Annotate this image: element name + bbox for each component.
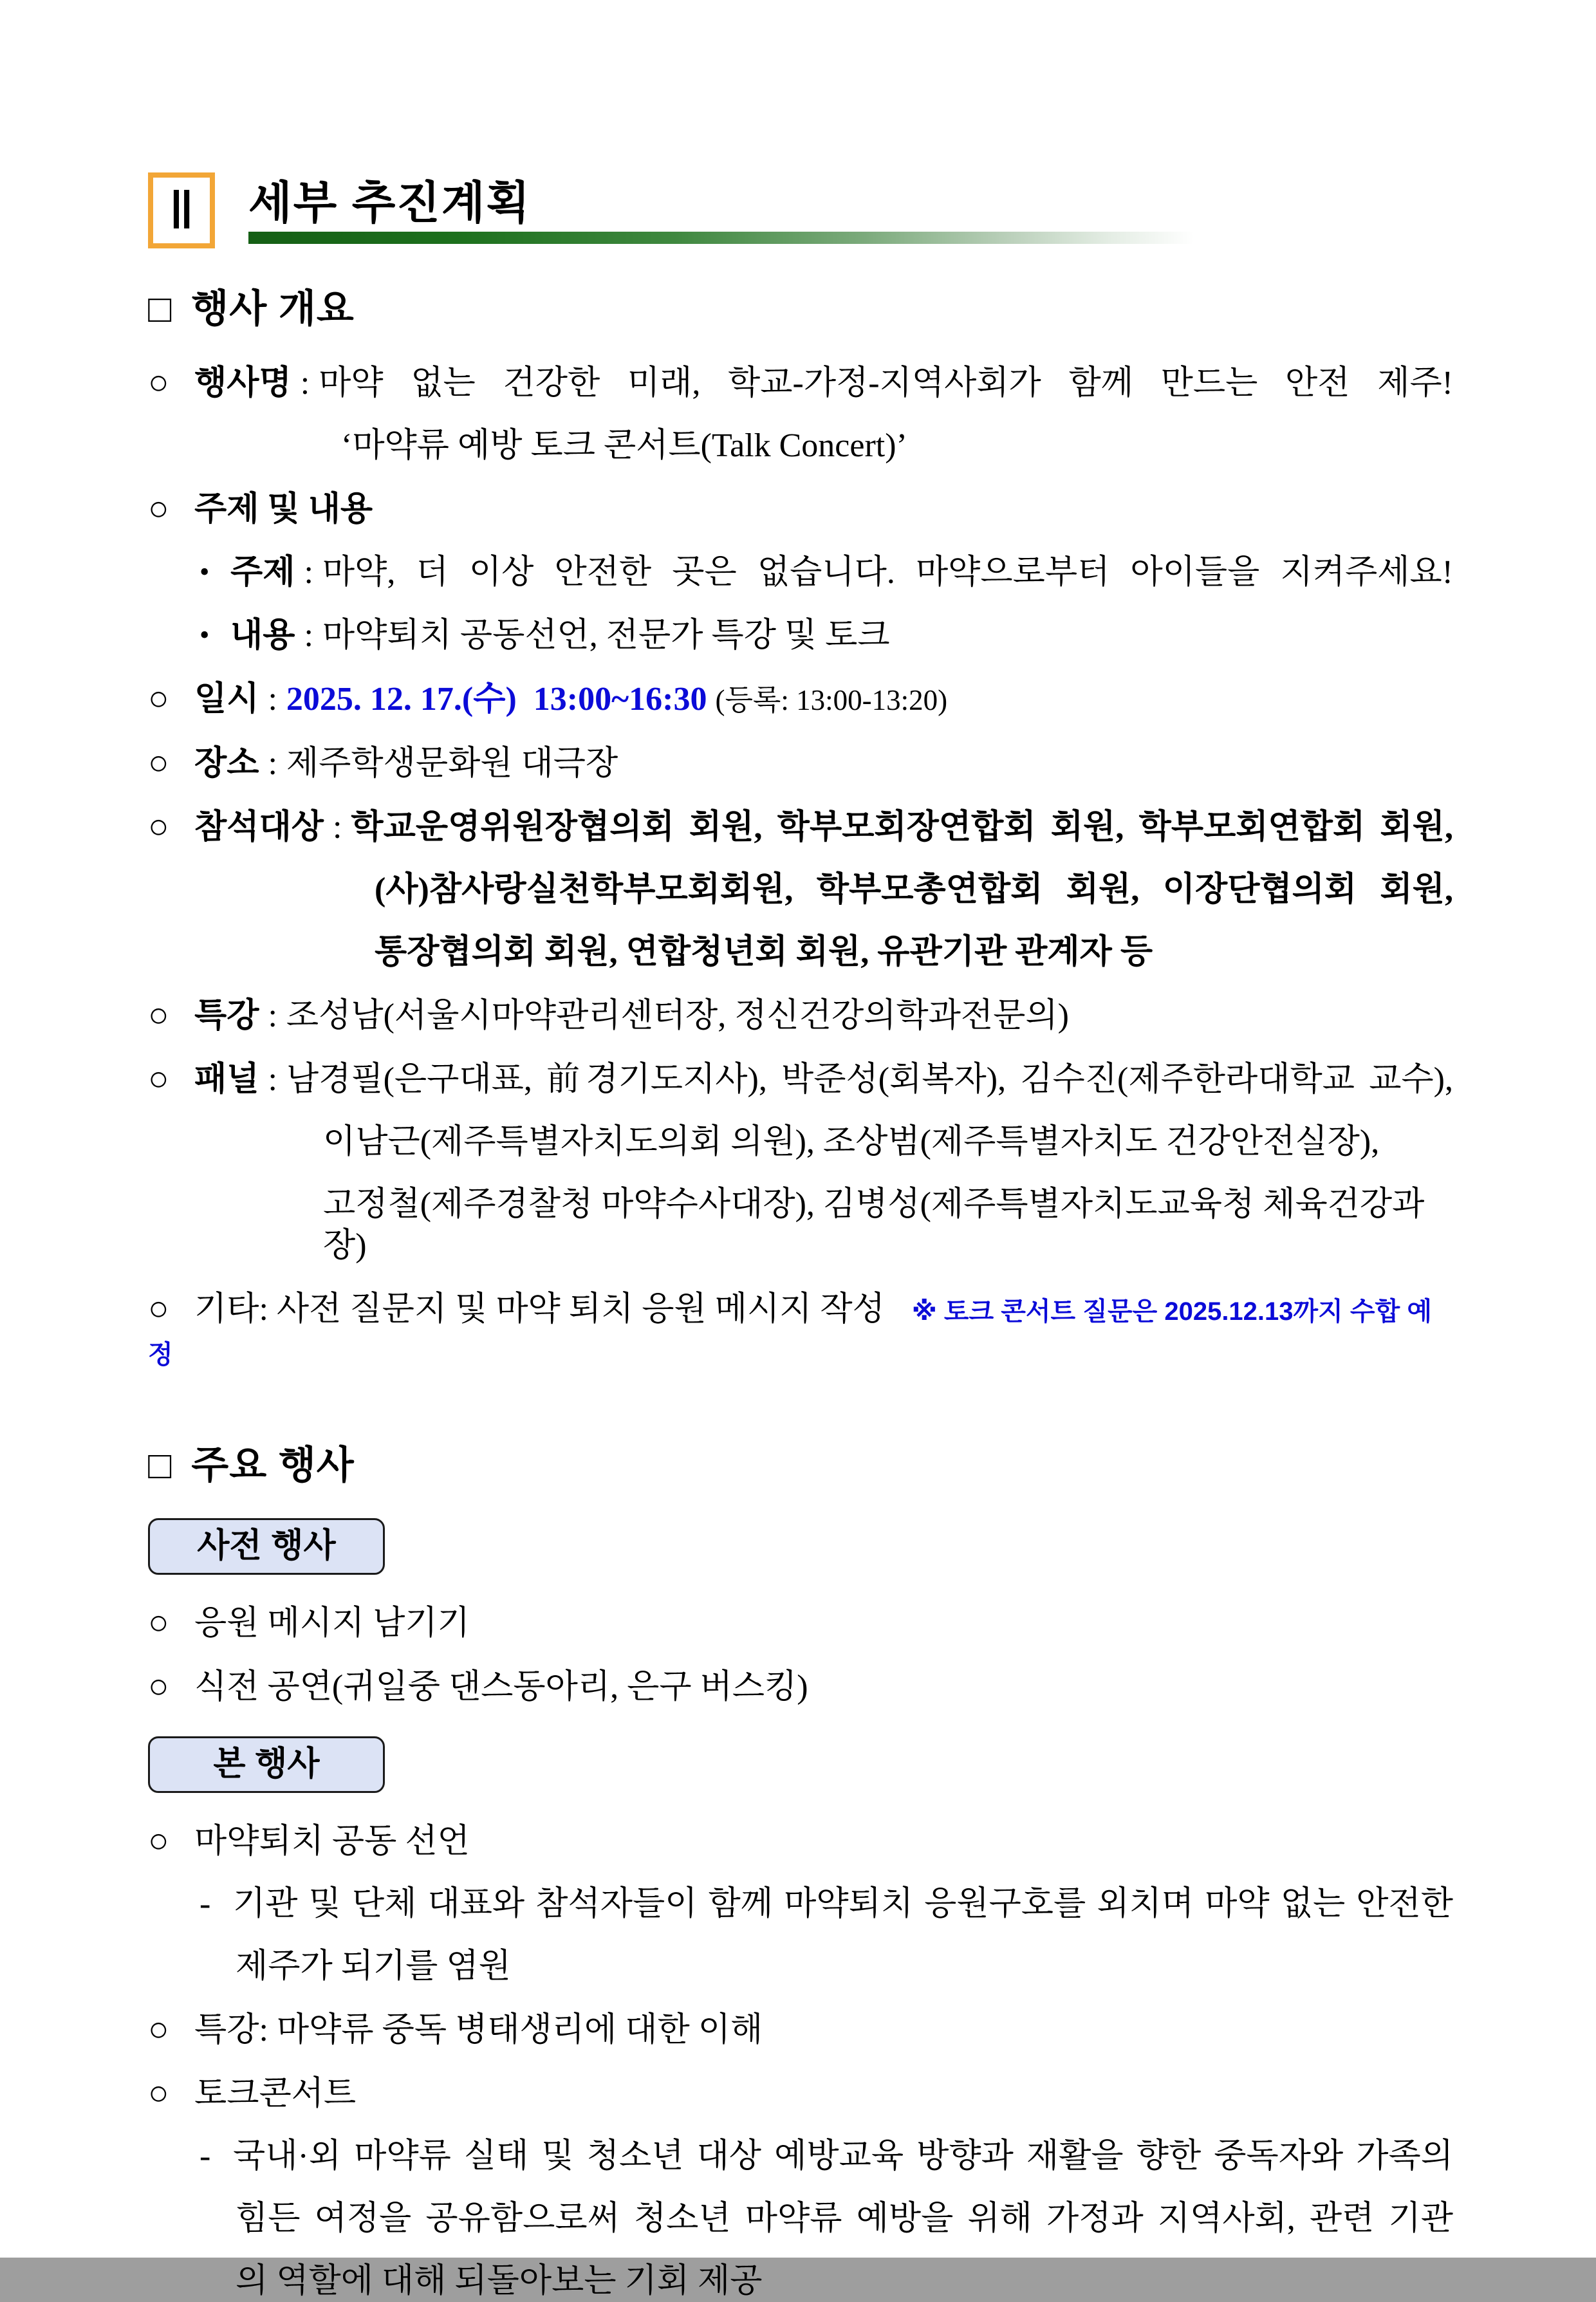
attendees-text: 학교운영위원장협의회 회원, 학부모회장연합회 회원, 학부모회연합회 회원, [351, 809, 1453, 846]
title-underline-bar [248, 232, 1194, 244]
talk-concert-title: 토크콘서트 [194, 2075, 357, 2112]
declaration-desc-cont: 제주가 되기를 염원 [236, 1948, 511, 1985]
pre-event-badge: 사전 행사 [148, 1518, 385, 1575]
lecture-label: 특강 [194, 998, 259, 1034]
pre-event-item-text: 응원 메시지 남기기 [194, 1605, 470, 1642]
pre-event-badge-row [148, 1518, 1453, 1575]
declaration-title: 마약퇴치 공동 선언 [194, 1823, 470, 1860]
circle-bullet-icon: ○ [148, 679, 169, 718]
talk-concert-desc-row [148, 2136, 1453, 2177]
section-title-wrap [248, 178, 1194, 244]
dot-bullet-icon: • [200, 619, 210, 651]
overview-heading [148, 286, 1453, 332]
etc-label: 기타: [194, 1291, 268, 1328]
main-lecture-text: 마약류 중독 병태생리에 대한 이해 [276, 2012, 763, 2048]
circle-bullet-icon: ○ [148, 1821, 169, 1860]
main-event-badge-row [148, 1736, 1453, 1793]
circle-bullet-icon: ○ [148, 2074, 169, 2112]
talk-concert-desc-cont: 힘든 여정을 공유함으로써 청소년 마약류 예방을 위해 가정과 지역사회, 관련 기관 [236, 2200, 1453, 2237]
circle-bullet-icon: ○ [148, 489, 169, 528]
circle-bullet-icon: ○ [148, 743, 169, 782]
circle-bullet-icon: ○ [148, 1289, 169, 1328]
main-event-badge: 본 행사 [148, 1736, 385, 1793]
dash-bullet-icon: - [200, 2138, 211, 2175]
square-bullet-icon: □ [148, 287, 172, 330]
talk-concert-title-row [148, 2072, 1453, 2115]
attendees-row-cont: (사)참사랑실천학부모회회원, 학부모총연합회 회원, 이장단협의회 회원, [375, 871, 1453, 908]
main-events-heading-label: 주요 행사 [191, 1443, 355, 1487]
circle-bullet-icon: ○ [148, 363, 169, 402]
topic-item-row [148, 615, 1453, 656]
section-number: Ⅱ [168, 181, 195, 240]
etc-text: 사전 질문지 및 마약 퇴치 응원 메시지 작성 [276, 1291, 885, 1328]
topic-item-label: 주제 [230, 554, 295, 591]
circle-bullet-icon: ○ [148, 807, 169, 846]
section-number-box [148, 172, 215, 248]
pre-event-item-row [148, 1666, 1453, 1708]
circle-bullet-icon: ○ [148, 2010, 169, 2048]
event-name-subtitle: ‘마약류 예방 토크 콘서트(Talk Concert)’ [341, 427, 907, 464]
circle-bullet-icon: ○ [148, 996, 169, 1034]
lecture-value: 조성남(서울시마약관리센터장, 정신건강의학과전문의) [286, 998, 1069, 1034]
square-bullet-icon: □ [148, 1443, 172, 1487]
colon-separator: : [268, 1061, 277, 1098]
colon-separator: : [268, 998, 277, 1034]
colon-separator: : [268, 681, 277, 718]
dot-bullet-icon: • [200, 556, 210, 588]
question-deadline-note: ※ 토크 콘서트 질문은 2025.12.13까지 수합 예정 [148, 1297, 1432, 1369]
venue-row [148, 742, 1453, 784]
datetime-row [148, 678, 1453, 721]
main-lecture-row [148, 2009, 1453, 2051]
datetime-value: 2025. 12. 17.(수) 13:00~16:30 [286, 681, 707, 718]
circle-bullet-icon: ○ [148, 1059, 169, 1098]
colon-separator: : [332, 809, 342, 846]
circle-bullet-icon: ○ [148, 1667, 169, 1705]
lecture-row [148, 994, 1453, 1037]
venue-value: 제주학생문화원 대극장 [286, 745, 618, 782]
event-name-row [148, 362, 1453, 404]
colon-separator: : [268, 745, 277, 782]
event-name-label: 행사명 [194, 365, 292, 402]
topic-item-text: 마약퇴치 공동선언, 전문가 특강 및 토크 [322, 617, 890, 654]
colon-separator: : [304, 554, 313, 591]
dash-bullet-icon: - [200, 1886, 211, 1922]
declaration-desc-text: 기관 및 단체 대표와 참석자들이 함께 마약퇴치 응원구호를 외치며 마약 없는 안전한 [233, 1886, 1453, 1922]
colon-separator: : [304, 617, 313, 654]
panel-row-cont: 고정철(제주경찰청 마약수사대장), 김병성(제주특별자치도교육청 체육건강과장) [323, 1186, 1425, 1264]
declaration-title-row [148, 1820, 1453, 1862]
datetime-label: 일시 [194, 681, 259, 718]
panel-label: 패널 [194, 1061, 259, 1098]
attendees-label: 참석대상 [194, 809, 324, 846]
overview-heading-label: 행사 개요 [191, 287, 355, 330]
main-lecture-label: 특강: [194, 2012, 268, 2048]
topic-item-row [148, 552, 1453, 593]
pre-event-item-row [148, 1602, 1453, 1644]
registration-note: (등록: 13:00-13:20) [715, 684, 948, 716]
pre-event-item-text: 식전 공연(귀일중 댄스동아리, 은구 버스킹) [194, 1669, 808, 1705]
declaration-desc-row [148, 1884, 1453, 1925]
circle-bullet-icon: ○ [148, 1603, 169, 1642]
etc-row [148, 1288, 1453, 1375]
topic-item-text: 마약, 더 이상 안전한 곳은 없습니다. 마약으로부터 아이들을 지켜주세요! [322, 554, 1453, 591]
section-header [148, 172, 1453, 248]
topic-item-label: 내용 [230, 617, 295, 654]
panel-row [148, 1058, 1453, 1100]
talk-concert-desc-cont: 의 역할에 대해 되돌아보는 기회 제공 [236, 2263, 763, 2299]
event-name-text: 마약 없는 건강한 미래, 학교-가정-지역사회가 함께 만드는 안전 제주! [319, 365, 1453, 402]
talk-concert-desc-text: 국내·외 마약류 실태 및 청소년 대상 예방교육 방향과 재활을 향한 중독자와 가족의 [233, 2138, 1453, 2175]
colon-separator: : [300, 365, 310, 402]
topic-header-row [148, 488, 1453, 530]
panel-text: 남경필(은구대표, 前경기도지사), 박준성(회복자), 김수진(제주한라대학교 교수), [286, 1061, 1453, 1098]
topic-header-label: 주제 및 내용 [194, 491, 373, 528]
panel-row-cont: 이남근(제주특별자치도의회 의원), 조상범(제주특별자치도 건강안전실장), [323, 1124, 1380, 1160]
section-title: 세부 추진계획 [248, 177, 532, 228]
venue-label: 장소 [194, 745, 259, 782]
attendees-row [148, 806, 1453, 848]
attendees-row-cont: 통장협의회 회원, 연합청년회 회원, 유관기관 관계자 등 [375, 934, 1153, 970]
main-events-heading [148, 1442, 1453, 1489]
